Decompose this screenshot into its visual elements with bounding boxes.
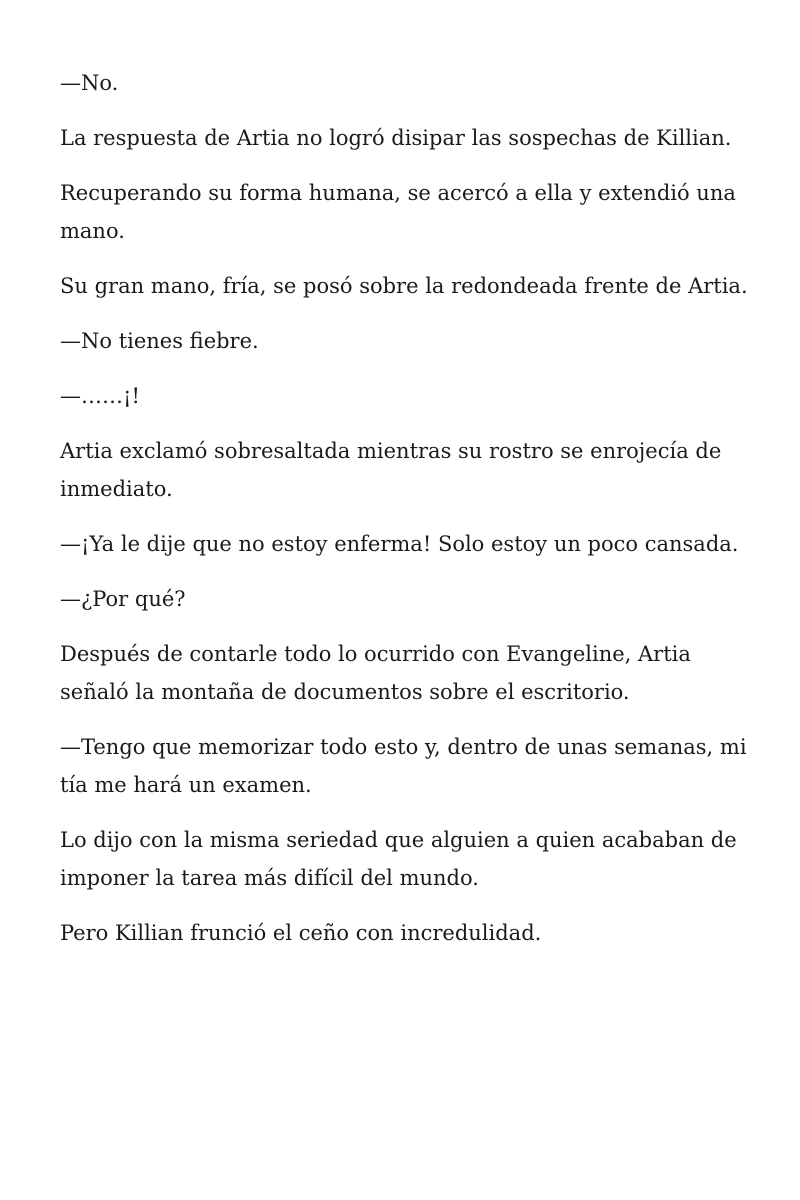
paragraph: La respuesta de Artia no logró disipar las sospechas de Killian. (60, 126, 732, 150)
paragraph: —No tienes fiebre. (60, 329, 259, 353)
paragraph: —No. (60, 71, 119, 95)
paragraph: Lo dijo con la misma seriedad que alguien a quien acababan de imponer la tarea más difícil del mundo. (60, 828, 737, 890)
paragraph: Pero Killian frunció el ceño con incredulidad. (60, 921, 542, 945)
paragraph: —¿Por qué? (60, 587, 186, 611)
paragraph: Después de contarle todo lo ocurrido con Evangeline, Artia señaló la montaña de documentos sobre el escritorio. (60, 642, 691, 704)
paragraph: Recuperando su forma humana, se acercó a ella y extendió una mano. (60, 181, 736, 243)
paragraph: Artia exclamó sobresaltada mientras su rostro se enrojecía de inmediato. (60, 439, 722, 501)
paragraph: —Tengo que memorizar todo esto y, dentro de unas semanas, mi tía me hará un examen. (60, 735, 747, 797)
paragraph: —¡Ya le dije que no estoy enferma! Solo estoy un poco cansada. (60, 532, 739, 556)
paragraph: Su gran mano, fría, se posó sobre la redondeada frente de Artia. (60, 274, 748, 298)
paragraph: —……¡! (60, 384, 140, 408)
reader-page (60, 64, 750, 969)
